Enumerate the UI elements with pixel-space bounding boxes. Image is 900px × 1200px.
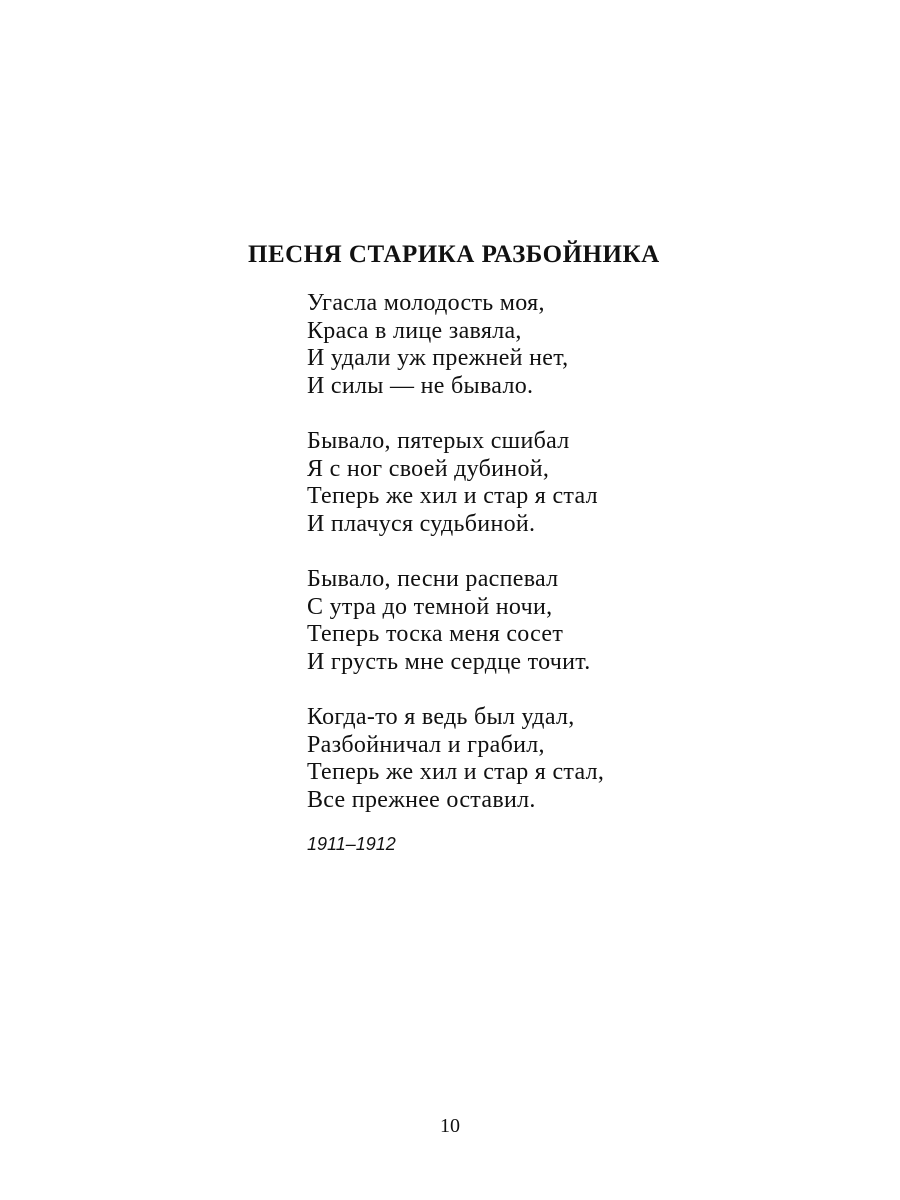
poem-body	[307, 290, 604, 842]
page-number: 10	[440, 1115, 460, 1137]
poem-line: И плачуся судьбиной.	[307, 510, 536, 537]
poem-line: Краса в лице завяла,	[307, 317, 522, 344]
stanza-4	[307, 704, 604, 814]
poem-line: Бывало, пятерых сшибал	[307, 428, 570, 454]
poem-line: Когда-то я ведь был удал,	[307, 704, 575, 730]
poem-line: Теперь тоска меня сосет	[307, 621, 564, 647]
stanza-3	[307, 566, 604, 676]
poem-line: С утра до темной ночи,	[307, 593, 553, 620]
poem-line: И силы — не бывало.	[307, 372, 534, 399]
poem-line: Теперь же хил и стар я стал	[307, 483, 598, 509]
poem-date: 1911–1912	[307, 834, 396, 854]
poem-line: И грусть мне сердце точит.	[307, 648, 591, 675]
stanza-1	[307, 290, 604, 400]
poem-line: Бывало, песни распевал	[307, 566, 559, 592]
poem-line: Я с ног своей дубиной,	[307, 455, 550, 482]
poem-title: ПЕСНЯ СТАРИКА РАЗБОЙНИКА	[248, 241, 660, 268]
stanza-2	[307, 428, 604, 538]
poem-line: И удали уж прежней нет,	[307, 345, 569, 371]
poem-line: Угасла молодость моя,	[307, 290, 545, 316]
poem-line: Теперь же хил и стар я стал,	[307, 759, 605, 785]
poem-line: Все прежнее оставил.	[307, 786, 536, 813]
poem-line: Разбойничал и грабил,	[307, 731, 545, 758]
